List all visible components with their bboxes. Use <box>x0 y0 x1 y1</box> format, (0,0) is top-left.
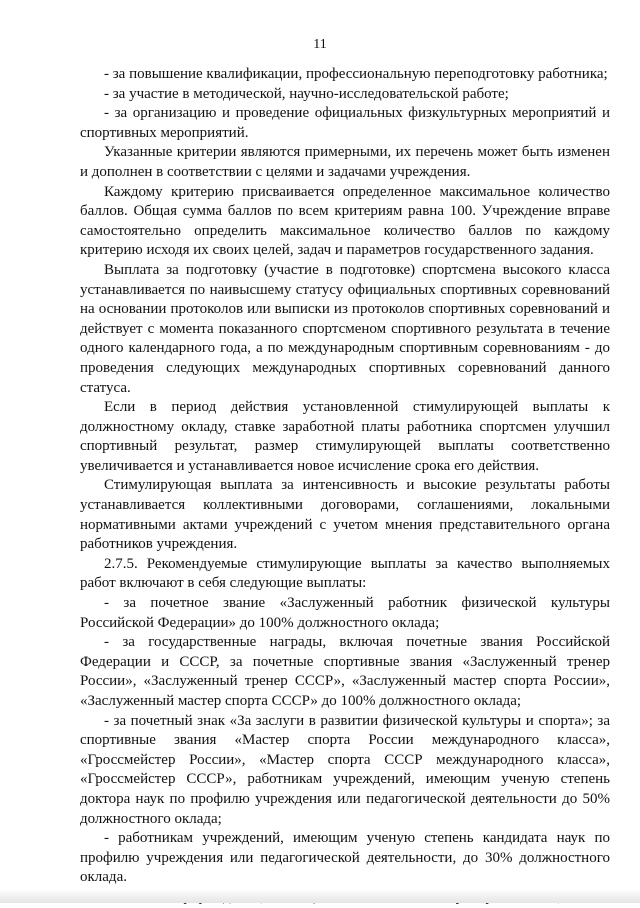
paragraph-honorary-badge: - за почетный знак «За заслуги в развитии физической культуры и спорта»; за спортивные звания «Мастер спорта России международного класса», «Гроссмейстер России», «Мастер спорта СССР международного класса», «Гроссмейстер СССР», работникам учреждений, имеющим ученую степень доктора наук по профилю учреждения или педагогической деятельности до 50% должностного оклада; <box>80 712 610 827</box>
paragraph-methodical-work: - за участие в методической, научно-исследовательской работе; <box>104 85 509 102</box>
paragraph-state-awards: - за государственные награды, включая почетные звания Российской Федерации и СССР, за почетные спортивные звания «Заслуженный тренер России», «Заслуженный тренер СССР», «Заслуженный мастер спорта России», «Заслуженный мастер спорта СССР» до 100% должностного оклада; <box>80 634 610 709</box>
paragraph-section-2-7-5: 2.7.5. Рекомендуемые стимулирующие выплаты за качество выполняемых работ включают в себя следующие выплаты: <box>80 555 610 592</box>
paragraph-qualification: - за повышение квалификации, профессиональную переподготовку работника; <box>104 66 608 82</box>
paragraph-events-organization: - за организацию и проведение официальных физкультурных мероприятий и спортивных мероприятий. <box>80 105 610 141</box>
paragraph-points: Каждому критерию присваивается определенное максимальное количество баллов. Общая сумма баллов по всем критериям равна 100. Учреждение вправе самостоятельно определить максимальное количество баллов по каждому критерию исходя их своих целей, задач и параметров государственного задания. <box>80 183 610 259</box>
page-bottom-edge <box>0 889 640 903</box>
document-body <box>80 65 610 908</box>
paragraph-criteria-note: Указанные критерии являются примерными, их перечень может быть изменен и дополнен в соответствии с целями и задачами учреждения. <box>80 144 610 180</box>
paragraph-athlete-preparation: Выплата за подготовку (участие в подготовке) спортсмена высокого класса устанавливается по наивысшему статусу официальных спортивных соревнований на основании протоколов или выписки из протоколов спортивных соревнований и действует с момента показанного спортсменом спортивного результата в течение одного календарного года, а по международным спортивным соревнованиям - до проведения следующих международных спортивных соревнований данного статуса. <box>80 261 610 396</box>
paragraph-improved-result: Если в период действия установленной стимулирующей выплаты к должностному окладу, ставке заработной платы работника спортсмен улучшил спортивный результат, размер стимулирующей выплаты соответственно увеличивается и устанавливается новое исчисление срока его действия. <box>80 399 610 474</box>
paragraph-candidate-degree: - работникам учреждений, имеющим ученую степень кандидата наук по профилю учреждения или педагогической деятельности, до 30% должностного оклада. <box>80 830 610 886</box>
paragraph-intensity-payment: Стимулирующая выплата за интенсивность и высокие результаты работы устанавливается коллективными договорами, соглашениями, локальными нормативными актами учреждений с учетом мнения представительного органа работников учреждения. <box>80 477 610 553</box>
page-number: 11 <box>313 37 327 52</box>
paragraph-honored-worker: - за почетное звание «Заслуженный работник физической культуры Российской Федерации» до 100% должностного оклада; <box>80 595 610 631</box>
